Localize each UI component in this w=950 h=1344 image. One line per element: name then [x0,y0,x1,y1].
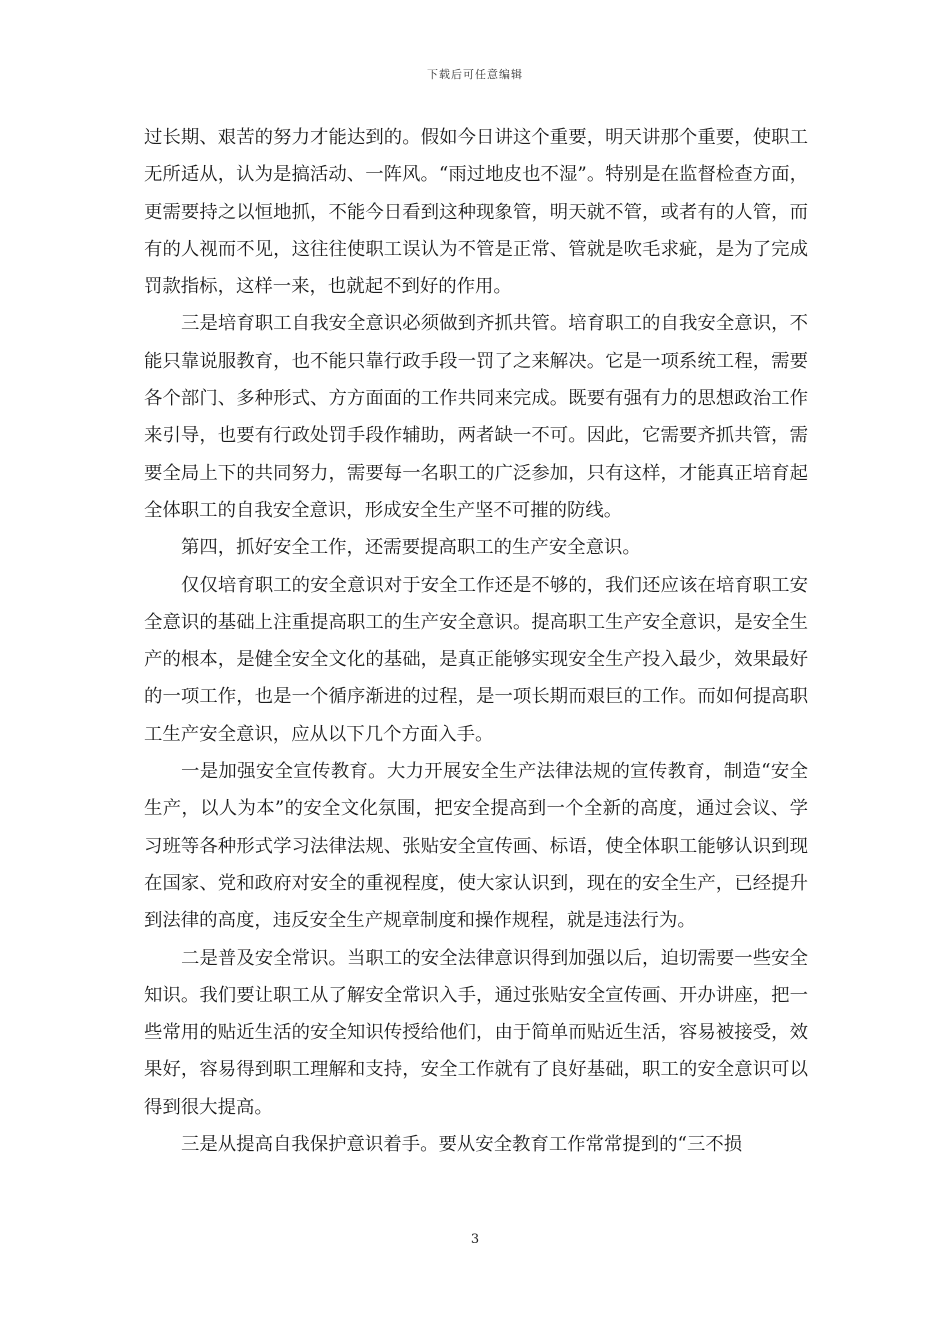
page-header: 下载后可任意编辑 [427,68,523,81]
paragraph-continuation: 过长期、艰苦的努力才能达到的。假如今日讲这个重要，明天讲那个重要，使职工无所适从，认为是搞活动、一阵风。“雨过地皮也不湿”。特别是在监督检查方面，更需要持之以恒地抓，不能今日看到这种现象管，明天就不管，或者有的人管，而有的人视而不见，这往往使职工误认为不管是正常、管就是吹毛求疵，是为了完成罚款指标，这样一来，也就起不到好的作用。 [144,127,808,298]
page-number: 3 [470,1232,480,1247]
paragraph-point-one-publicity: 一是加强安全宣传教育。大力开展安全生产法律法规的宣传教育，制造“安全生产，以人为本”的安全文化氛围，把安全提高到一个全新的高度，通过会议、学习班等各种形式学习法律法规、张贴安全宣传画、标语，使全体职工能够认识到现在国家、党和政府对安全的重视程度，使大家认识到，现在的安全生产，已经提升到法律的高度，违反安全生产规章制度和操作规程，就是违法行为。 [144,761,808,932]
paragraph-section-four-heading: 第四，抓好安全工作，还需要提高职工的生产安全意识。 [181,537,641,559]
document-body [144,119,808,1163]
paragraph-point-three-self-protection: 三是从提高自我保护意识着手。要从安全教育工作常常提到的“三不损 [181,1134,743,1156]
paragraph-point-three-coordination: 三是培育职工自我安全意识必须做到齐抓共管。培育职工的自我安全意识，不能只靠说服教育，也不能只靠行政手段一罚了之来解决。它是一项系统工程，需要各个部门、多种形式、方方面面的工作共同来完成。既要有强有力的思想政治工作来引导，也要有行政处罚手段作辅助，两者缺一不可。因此，它需要齐抓共管，需要全局上下的共同努力，需要每一名职工的广泛参加，只有这样，才能真正培育起全体职工的自我安全意识，形成安全生产坚不可摧的防线。 [144,313,808,521]
paragraph-section-four-intro: 仅仅培育职工的安全意识对于安全工作还是不够的，我们还应该在培育职工安全意识的基础上注重提高职工的生产安全意识。提高职工生产安全意识，是安全生产的根本，是健全安全文化的基础，是真正能够实现安全生产投入最少，效果最好的一项工作，也是一个循序渐进的过程，是一项长期而艰巨的工作。而如何提高职工生产安全意识，应从以下几个方面入手。 [144,574,808,745]
paragraph-point-two-knowledge: 二是普及安全常识。当职工的安全法律意识得到加强以后，迫切需要一些安全知识。我们要让职工从了解安全常识入手，通过张贴安全宣传画、开办讲座，把一些常用的贴近生活的安全知识传授给他们，由于简单而贴近生活，容易被接受，效果好，容易得到职工理解和支持，安全工作就有了良好基础，职工的安全意识可以得到很大提高。 [144,947,808,1118]
